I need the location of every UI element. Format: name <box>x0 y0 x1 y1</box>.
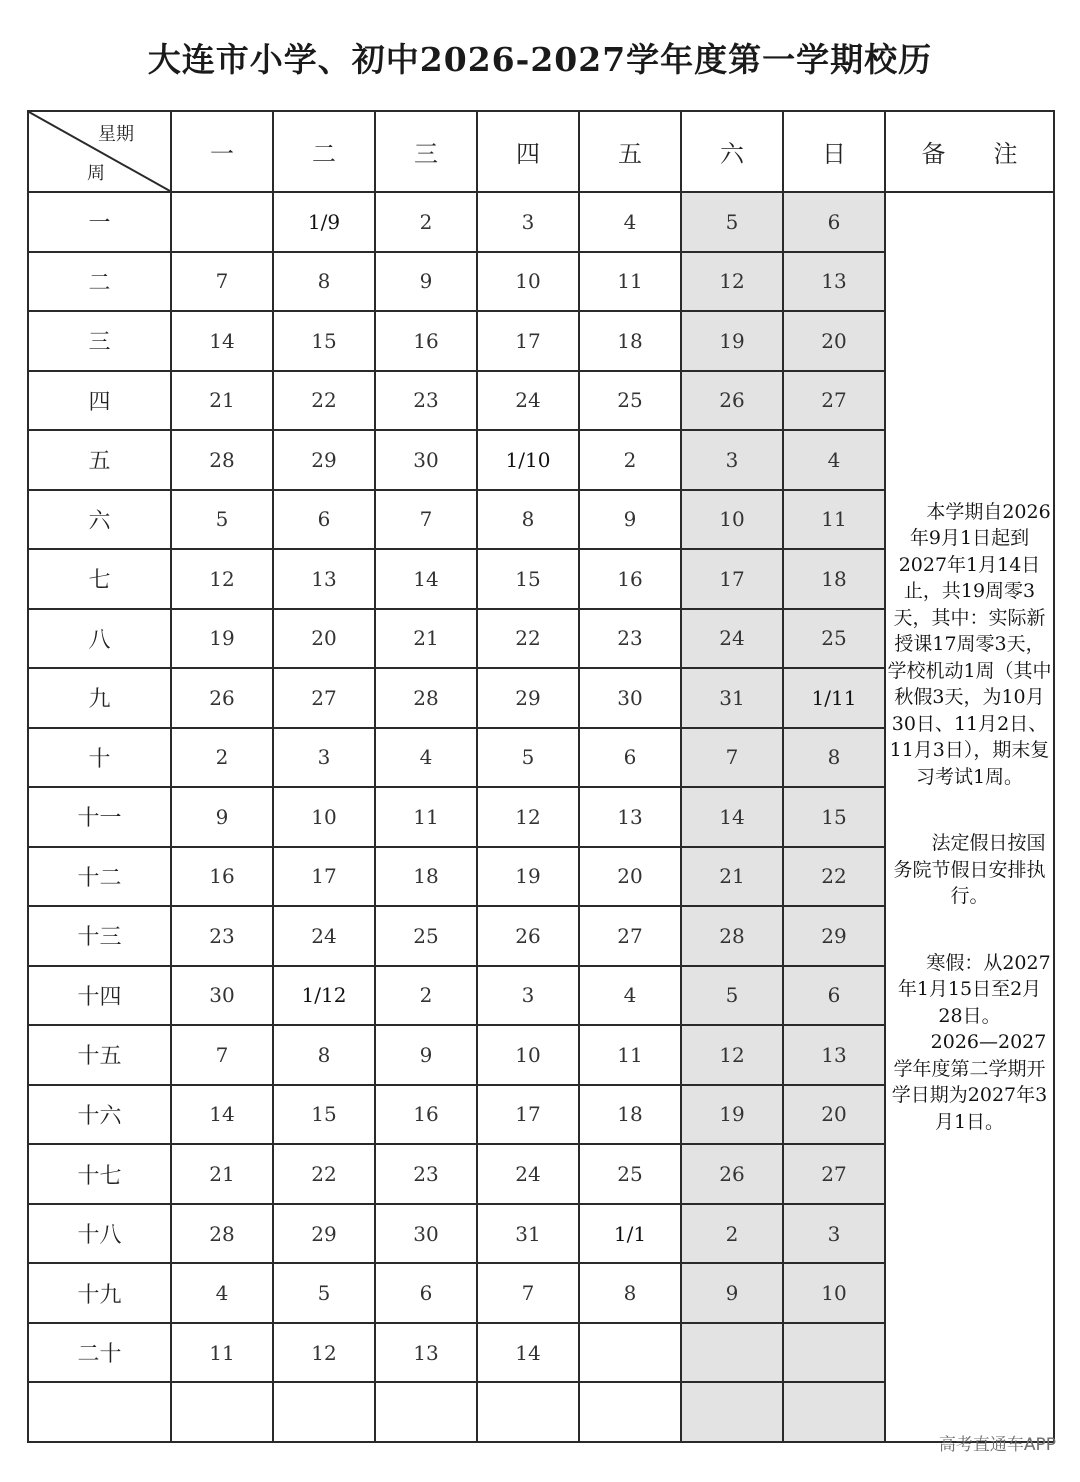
day-cell: 18 <box>579 311 681 371</box>
day-cell: 3 <box>681 430 783 490</box>
day-cell: 9 <box>579 490 681 550</box>
day-cell: 18 <box>579 1085 681 1145</box>
day-cell: 24 <box>681 609 783 669</box>
day-cell: 20 <box>273 609 375 669</box>
day-cell: 10 <box>477 252 579 312</box>
week-label: 十四 <box>28 966 171 1026</box>
day-cell: 5 <box>477 728 579 788</box>
day-cell <box>681 1323 783 1383</box>
week-label: 十三 <box>28 906 171 966</box>
day-cell: 25 <box>579 371 681 431</box>
day-cell: 8 <box>273 252 375 312</box>
day-cell: 16 <box>579 549 681 609</box>
notes-paragraph: 法定假日按国务院节假日安排执行。 <box>893 832 1046 908</box>
day-cell: 26 <box>681 371 783 431</box>
day-cell: 31 <box>477 1204 579 1264</box>
day-cell: 30 <box>579 668 681 728</box>
day-cell: 14 <box>171 1085 273 1145</box>
corner-header <box>28 111 171 192</box>
week-label: 六 <box>28 490 171 550</box>
day-cell: 6 <box>375 1263 477 1323</box>
day-cell: 14 <box>375 549 477 609</box>
week-label: 二 <box>28 252 171 312</box>
day-cell: 3 <box>477 192 579 252</box>
day-cell: 1/9 <box>273 192 375 252</box>
week-label: 十八 <box>28 1204 171 1264</box>
day-header-wed: 三 <box>375 111 477 192</box>
day-cell: 25 <box>783 609 885 669</box>
day-cell: 11 <box>579 252 681 312</box>
day-cell: 28 <box>375 668 477 728</box>
day-cell: 22 <box>273 371 375 431</box>
day-cell <box>375 1382 477 1442</box>
week-label: 十 <box>28 728 171 788</box>
week-label <box>28 1382 171 1442</box>
day-cell: 3 <box>783 1204 885 1264</box>
day-cell: 2 <box>375 966 477 1026</box>
day-cell: 12 <box>171 549 273 609</box>
week-row <box>28 192 1054 252</box>
day-cell: 2 <box>681 1204 783 1264</box>
day-cell: 14 <box>681 787 783 847</box>
notes-paragraph: 寒假：从2027年1月15日至2月28日。 <box>888 951 1051 1027</box>
day-cell: 20 <box>579 847 681 907</box>
day-header-mon: 一 <box>171 111 273 192</box>
day-cell: 15 <box>273 1085 375 1145</box>
day-cell: 2 <box>579 430 681 490</box>
day-cell: 2 <box>375 192 477 252</box>
day-cell: 19 <box>681 1085 783 1145</box>
day-cell: 21 <box>681 847 783 907</box>
day-cell <box>783 1382 885 1442</box>
day-cell: 1/1 <box>579 1204 681 1264</box>
day-cell <box>681 1382 783 1442</box>
day-cell: 9 <box>375 252 477 312</box>
day-cell: 14 <box>171 311 273 371</box>
day-cell: 12 <box>681 1025 783 1085</box>
day-cell: 15 <box>477 549 579 609</box>
day-cell: 27 <box>273 668 375 728</box>
notes-header: 备 注 <box>885 111 1054 192</box>
day-cell: 20 <box>783 311 885 371</box>
day-cell: 10 <box>477 1025 579 1085</box>
day-cell: 7 <box>375 490 477 550</box>
day-cell: 9 <box>375 1025 477 1085</box>
week-label: 三 <box>28 311 171 371</box>
day-cell: 4 <box>171 1263 273 1323</box>
day-cell: 12 <box>273 1323 375 1383</box>
day-header-fri: 五 <box>579 111 681 192</box>
week-label: 二十 <box>28 1323 171 1383</box>
day-cell: 8 <box>273 1025 375 1085</box>
day-cell: 25 <box>579 1144 681 1204</box>
day-header-sat: 六 <box>681 111 783 192</box>
day-cell: 16 <box>375 1085 477 1145</box>
day-cell: 15 <box>273 311 375 371</box>
day-cell: 8 <box>579 1263 681 1323</box>
day-cell: 29 <box>477 668 579 728</box>
day-cell: 13 <box>783 1025 885 1085</box>
day-cell: 17 <box>681 549 783 609</box>
day-cell: 30 <box>375 1204 477 1264</box>
day-cell: 28 <box>171 430 273 490</box>
day-cell: 7 <box>171 1025 273 1085</box>
day-cell: 14 <box>477 1323 579 1383</box>
day-cell: 2 <box>171 728 273 788</box>
day-cell: 1/11 <box>783 668 885 728</box>
day-cell: 6 <box>579 728 681 788</box>
page-title: 大连市小学、初中2026-2027学年度第一学期校历 <box>147 40 933 79</box>
day-cell: 23 <box>579 609 681 669</box>
day-cell <box>783 1323 885 1383</box>
week-label: 十九 <box>28 1263 171 1323</box>
day-cell: 26 <box>681 1144 783 1204</box>
source-watermark: 高考直通车APP <box>938 1435 1056 1455</box>
day-cell: 19 <box>477 847 579 907</box>
day-cell: 11 <box>375 787 477 847</box>
day-cell: 21 <box>171 371 273 431</box>
day-cell <box>477 1382 579 1442</box>
day-cell: 6 <box>273 490 375 550</box>
day-cell: 24 <box>477 1144 579 1204</box>
day-cell: 11 <box>579 1025 681 1085</box>
day-cell: 31 <box>681 668 783 728</box>
day-cell: 19 <box>681 311 783 371</box>
day-cell: 29 <box>273 1204 375 1264</box>
day-cell: 26 <box>171 668 273 728</box>
day-cell: 4 <box>579 966 681 1026</box>
calendar-body <box>28 192 1054 1442</box>
day-cell: 7 <box>477 1263 579 1323</box>
week-label: 一 <box>28 192 171 252</box>
day-cell: 29 <box>273 430 375 490</box>
week-label: 四 <box>28 371 171 431</box>
week-label: 七 <box>28 549 171 609</box>
week-label: 十六 <box>28 1085 171 1145</box>
day-cell: 7 <box>171 252 273 312</box>
day-cell: 16 <box>171 847 273 907</box>
week-label: 十二 <box>28 847 171 907</box>
day-cell: 27 <box>783 371 885 431</box>
day-cell: 29 <box>783 906 885 966</box>
day-cell <box>579 1323 681 1383</box>
notes-paragraph: 2026—2027学年度第二学期开学日期为2027年3月1日。 <box>891 1031 1048 1133</box>
day-cell <box>579 1382 681 1442</box>
day-cell: 22 <box>273 1144 375 1204</box>
day-cell <box>273 1382 375 1442</box>
corner-label-weekday: 星期 <box>98 124 134 145</box>
day-cell: 13 <box>375 1323 477 1383</box>
day-cell: 21 <box>171 1144 273 1204</box>
day-cell: 17 <box>273 847 375 907</box>
day-cell: 13 <box>273 549 375 609</box>
day-cell: 30 <box>171 966 273 1026</box>
day-cell: 23 <box>375 371 477 431</box>
day-header-thu: 四 <box>477 111 579 192</box>
day-cell: 10 <box>681 490 783 550</box>
day-cell: 6 <box>783 192 885 252</box>
day-cell <box>171 192 273 252</box>
day-cell: 6 <box>783 966 885 1026</box>
day-cell: 20 <box>783 1085 885 1145</box>
week-label: 十五 <box>28 1025 171 1085</box>
day-cell: 30 <box>375 430 477 490</box>
day-cell: 21 <box>375 609 477 669</box>
day-cell: 1/12 <box>273 966 375 1026</box>
day-cell: 3 <box>273 728 375 788</box>
day-header-sun: 日 <box>783 111 885 192</box>
day-cell: 13 <box>783 252 885 312</box>
day-cell: 24 <box>273 906 375 966</box>
day-cell: 4 <box>579 192 681 252</box>
day-cell: 3 <box>477 966 579 1026</box>
day-cell: 17 <box>477 1085 579 1145</box>
day-cell: 24 <box>477 371 579 431</box>
day-cell: 23 <box>171 906 273 966</box>
day-cell: 4 <box>375 728 477 788</box>
day-cell: 19 <box>171 609 273 669</box>
week-label: 五 <box>28 430 171 490</box>
day-cell: 12 <box>477 787 579 847</box>
corner-label-week: 周 <box>87 163 105 184</box>
day-cell: 18 <box>783 549 885 609</box>
day-cell: 26 <box>477 906 579 966</box>
school-calendar-table <box>27 110 1055 1443</box>
header-row <box>28 111 1054 192</box>
day-cell: 27 <box>783 1144 885 1204</box>
notes-cell <box>885 192 1054 1442</box>
notes-paragraph: 本学期自2026年9月1日起到2027年1月14日止，共19周零3天，其中：实际新授课17周零3天，学校机动1周（其中秋假3天，为10月30日、11月2日、11月3日），期末复习考试1周。 <box>887 500 1052 788</box>
day-cell: 18 <box>375 847 477 907</box>
day-cell: 15 <box>783 787 885 847</box>
day-cell: 5 <box>681 966 783 1026</box>
day-cell: 5 <box>681 192 783 252</box>
day-cell <box>171 1382 273 1442</box>
day-cell: 9 <box>171 787 273 847</box>
day-cell: 5 <box>273 1263 375 1323</box>
week-label: 十七 <box>28 1144 171 1204</box>
day-cell: 28 <box>171 1204 273 1264</box>
day-cell: 17 <box>477 311 579 371</box>
day-cell: 25 <box>375 906 477 966</box>
day-cell: 27 <box>579 906 681 966</box>
day-cell: 16 <box>375 311 477 371</box>
week-label: 八 <box>28 609 171 669</box>
day-cell: 8 <box>783 728 885 788</box>
day-cell: 28 <box>681 906 783 966</box>
day-cell: 11 <box>171 1323 273 1383</box>
day-cell: 5 <box>171 490 273 550</box>
day-cell: 4 <box>783 430 885 490</box>
day-cell: 12 <box>681 252 783 312</box>
day-cell: 11 <box>783 490 885 550</box>
day-cell: 23 <box>375 1144 477 1204</box>
day-cell: 7 <box>681 728 783 788</box>
day-cell: 10 <box>273 787 375 847</box>
day-cell: 10 <box>783 1263 885 1323</box>
week-label: 九 <box>28 668 171 728</box>
day-cell: 22 <box>477 609 579 669</box>
day-header-tue: 二 <box>273 111 375 192</box>
day-cell: 22 <box>783 847 885 907</box>
day-cell: 1/10 <box>477 430 579 490</box>
week-label: 十一 <box>28 787 171 847</box>
day-cell: 9 <box>681 1263 783 1323</box>
day-cell: 13 <box>579 787 681 847</box>
day-cell: 8 <box>477 490 579 550</box>
